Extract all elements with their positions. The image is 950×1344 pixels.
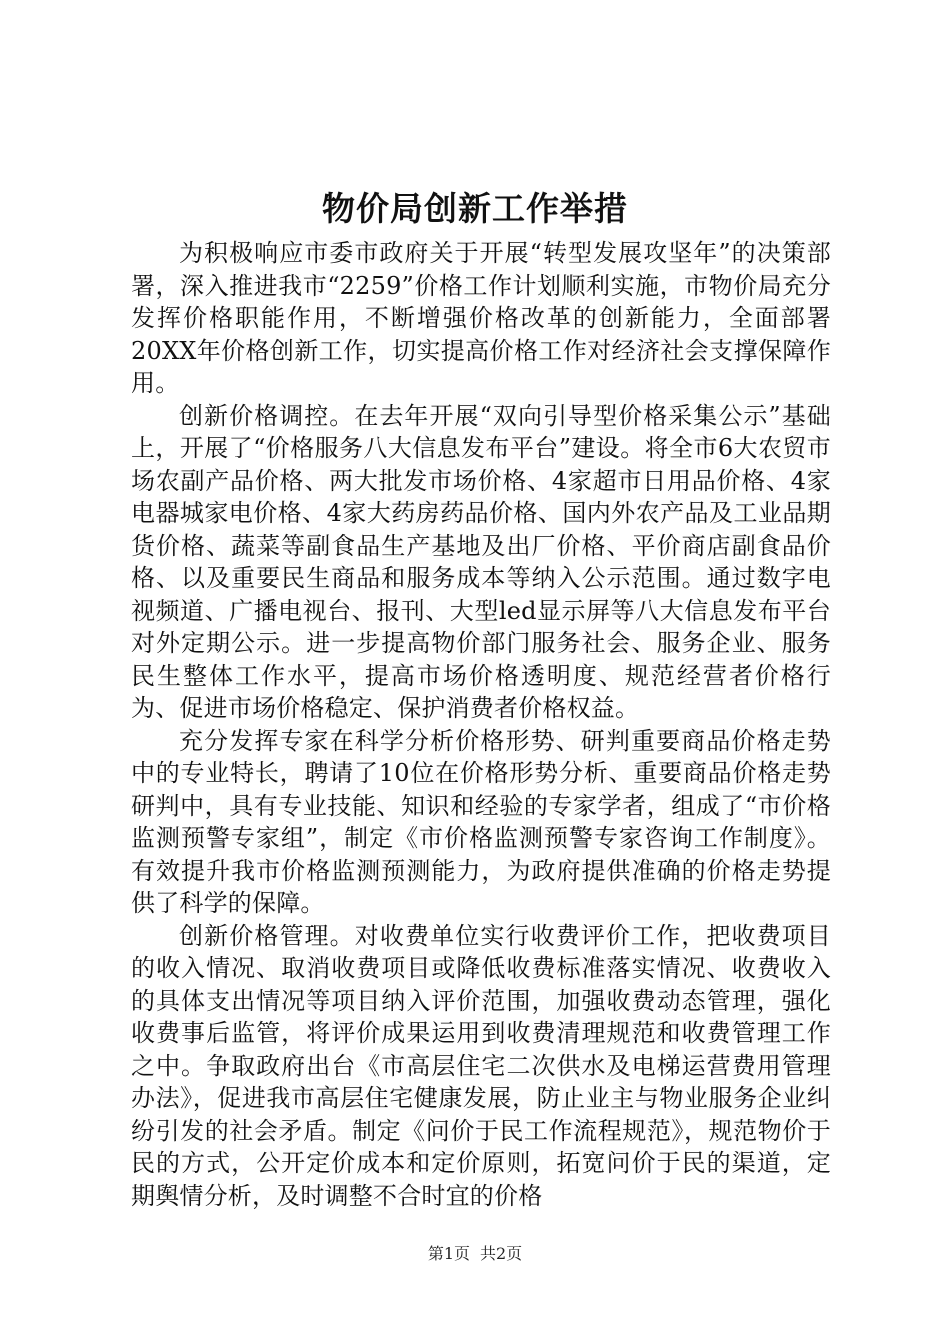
document-title: 物价局创新工作举措 — [322, 189, 628, 228]
paragraph-price-management: 创新价格管理。对收费单位实行收费评价工作，把收费项目的收入情况、取消收费项目或降低收费标准落实情况、收费收入的具体支出情况等项目纳入评价范围，加强收费动态管理，强化收费事后监管，将评价成果运用到收费清理规范和收费管理工作之中。争取政府出台《市高层住宅二次供水及电梯运营费用管理办法》，促进我市高层住宅健康发展，防止业主与物业服务企业纠纷引发的社会矛盾。制定《问价于民工作流程规范》，规范物价于民的方式，公开定价成本和定价原则，拓宽问价于民的渠道，定期舆情分析，及时调整不合时宜的价格 — [131, 921, 831, 1210]
page-number-current: 第1页 — [427, 1244, 470, 1263]
paragraph-intro: 为积极响应市委市政府关于开展“转型发展攻坚年”的决策部署，深入推进我市“2259”价格工作计划顺利实施，市物价局充分发挥价格职能作用，不断增强价格改革的创新能力，全面部署20XX年价格创新工作，切实提高价格工作对经济社会支撑保障作用。 — [131, 239, 831, 397]
page-footer — [0, 1242, 950, 1266]
paragraph-price-regulation: 创新价格调控。在去年开展“双向引导型价格采集公示”基础上，开展了“价格服务八大信息发布平台”建设。将全市6大农贸市场农副产品价格、两大批发市场价格、4家超市日用品价格、4家电器城家电价格、4家大药房药品价格、国内外农产品及工业品期货价格、蔬菜等副食品生产基地及出厂价格、平价商店副食品价格、以及重要民生商品和服务成本等纳入公示范围。通过数字电视频道、广播电视台、报刊、大型led显示屏等八大信息发布平台对外定期公示。进一步提高物价部门服务社会、服务企业、服务民生整体工作水平，提高市场价格透明度、规范经营者价格行为、促进市场价格稳定、保护消费者价格权益。 — [131, 401, 831, 722]
page-number-total: 共2页 — [480, 1244, 523, 1263]
paragraph-expert-group: 充分发挥专家在科学分析价格形势、研判重要商品价格走势中的专业特长，聘请了10位在价格形势分析、重要商品价格走势研判中，具有专业技能、知识和经验的专家学者，组成了“市价格监测预警专家组”，制定《市价格监测预警专家咨询工作制度》。有效提升我市价格监测预测能力，为政府提供准确的价格走势提供了科学的保障。 — [131, 726, 831, 917]
document-body — [131, 237, 831, 1212]
